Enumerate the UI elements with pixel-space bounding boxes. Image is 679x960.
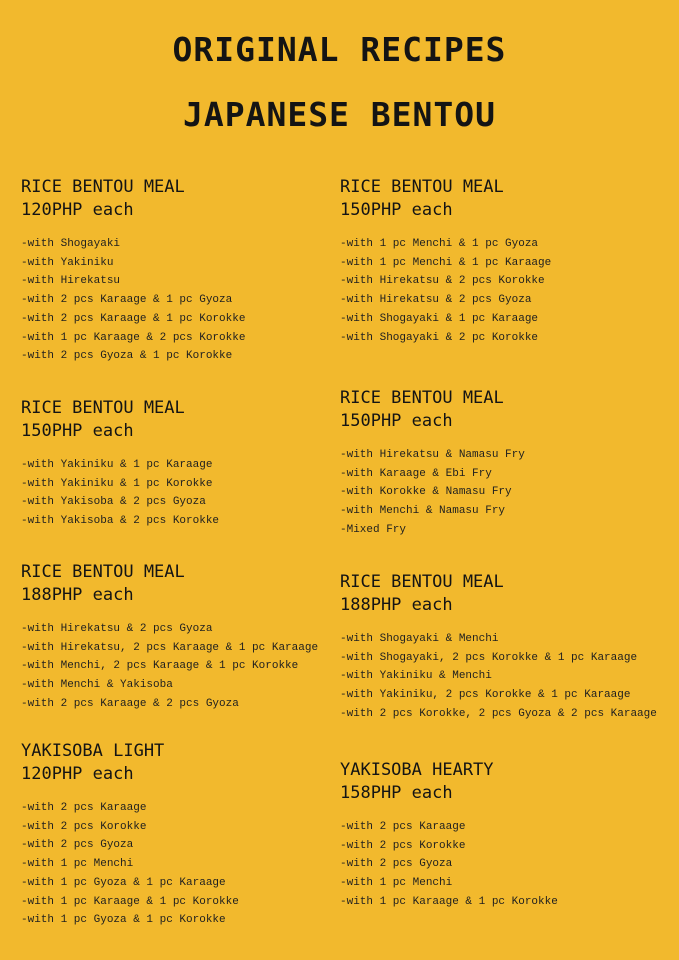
menu-section-left-4	[21, 740, 341, 930]
menu-item: -with Menchi, 2 pcs Karaage & 1 pc Korokke	[21, 660, 299, 673]
menu-item: -with 1 pc Karaage & 2 pcs Korokke	[21, 331, 246, 344]
menu-title-line1: ORIGINAL RECIPES	[172, 30, 507, 69]
section-name: YAKISOBA LIGHT	[21, 741, 165, 761]
section-item-list	[340, 235, 660, 347]
menu-section-left-3	[21, 561, 341, 714]
section-item-list	[340, 818, 660, 912]
menu-item: -with Hirekatsu & 2 pcs Gyoza	[340, 294, 532, 307]
menu-item: -with 2 pcs Karaage & 2 pcs Gyoza	[21, 697, 239, 710]
menu-item: -with Shogayaki	[21, 238, 121, 250]
menu-item: -with 2 pcs Korokke	[21, 820, 147, 833]
menu-item: -with Shogayaki, 2 pcs Korokke & 1 pc Karaage	[340, 651, 638, 664]
menu-item: -with 1 pc Menchi & 1 pc Karaage	[340, 256, 552, 269]
menu-item: -with Menchi & Namasu Fry	[340, 505, 506, 518]
menu-item: -with 2 pcs Karaage	[340, 821, 466, 833]
section-name: RICE BENTOU MEAL	[21, 562, 185, 582]
menu-section-left-1	[21, 176, 341, 366]
menu-item: -with 2 pcs Gyoza	[340, 858, 453, 871]
section-name: YAKISOBA HEARTY	[340, 760, 494, 780]
menu-item: -with 2 pcs Karaage	[21, 802, 147, 814]
menu-item: -with Yakisoba & 2 pcs Gyoza	[21, 496, 206, 509]
section-item-list	[340, 446, 660, 540]
section-item-list	[21, 620, 341, 714]
menu-item: -with Hirekatsu & 2 pcs Korokke	[340, 275, 545, 288]
section-name: RICE BENTOU MEAL	[340, 177, 504, 197]
section-price: 188PHP each	[340, 595, 453, 615]
menu-item: -with Shogayaki & 2 pc Korokke	[340, 331, 539, 344]
menu-item: -with 2 pcs Karaage & 1 pc Korokke	[21, 312, 246, 325]
section-name: RICE BENTOU MEAL	[21, 177, 185, 197]
menu-item: -with Korokke & Namasu Fry	[340, 486, 512, 499]
section-name: RICE BENTOU MEAL	[21, 398, 185, 418]
menu-item: -with 2 pcs Gyoza	[21, 839, 134, 852]
section-item-list	[21, 456, 341, 531]
menu-item: -with 1 pc Gyoza & 1 pc Korokke	[21, 914, 226, 927]
menu-item: -with Shogayaki & 1 pc Karaage	[340, 312, 539, 325]
menu-item: -with 2 pcs Korokke, 2 pcs Gyoza & 2 pcs Karaage	[340, 707, 657, 720]
menu-section-right-1	[340, 176, 660, 347]
section-price: 150PHP each	[21, 421, 134, 441]
menu-item: -with Yakisoba & 2 pcs Korokke	[21, 515, 220, 528]
menu-section-left-2	[21, 397, 341, 531]
menu-item: -Mixed Fry	[340, 523, 407, 536]
menu-item: -with Yakiniku, 2 pcs Korokke & 1 pc Karaage	[340, 689, 631, 702]
section-name: RICE BENTOU MEAL	[340, 388, 504, 408]
section-price: 150PHP each	[340, 200, 453, 220]
section-price: 150PHP each	[340, 411, 453, 431]
menu-item: -with 2 pcs Korokke	[340, 839, 466, 852]
menu-item: -with Hirekatsu, 2 pcs Karaage & 1 pc Karaage	[21, 641, 319, 654]
menu-section-right-4	[340, 759, 660, 912]
menu-item: -with Menchi & Yakisoba	[21, 679, 173, 692]
menu-item: -with Hirekatsu & Namasu Fry	[340, 449, 525, 461]
section-item-list	[21, 799, 341, 930]
menu-section-right-2	[340, 387, 660, 540]
menu-item: -with 1 pc Karaage & 1 pc Korokke	[340, 895, 558, 908]
section-price: 188PHP each	[21, 585, 134, 605]
menu-item: -with Yakiniku & 1 pc Karaage	[21, 459, 213, 471]
menu-item: -with Hirekatsu & 2 pcs Gyoza	[21, 623, 213, 635]
menu-item: -with 1 pc Karaage & 1 pc Korokke	[21, 895, 239, 908]
menu-section-right-3	[340, 571, 660, 724]
section-item-list	[21, 235, 341, 366]
section-item-list	[340, 630, 660, 724]
menu-item: -with Shogayaki & Menchi	[340, 633, 499, 645]
menu-item: -with Yakiniku & Menchi	[340, 670, 492, 683]
menu-item: -with Yakiniku	[21, 256, 114, 269]
menu-item: -with Hirekatsu	[21, 275, 121, 288]
menu-item: -with 1 pc Menchi	[21, 858, 134, 871]
menu-item: -with 1 pc Menchi	[340, 877, 453, 890]
menu-title-line2: JAPANESE BENTOU	[182, 95, 496, 134]
section-price: 120PHP each	[21, 200, 134, 220]
menu-item: -with 1 pc Gyoza & 1 pc Karaage	[21, 876, 226, 889]
section-price: 120PHP each	[21, 764, 134, 784]
section-price: 158PHP each	[340, 783, 453, 803]
menu-item: -with 2 pcs Gyoza & 1 pc Korokke	[21, 350, 233, 363]
section-name: RICE BENTOU MEAL	[340, 572, 504, 592]
menu-item: -with 2 pcs Karaage & 1 pc Gyoza	[21, 294, 233, 307]
menu-item: -with Karaage & Ebi Fry	[340, 467, 492, 480]
menu-item: -with 1 pc Menchi & 1 pc Gyoza	[340, 238, 539, 250]
menu-item: -with Yakiniku & 1 pc Korokke	[21, 477, 213, 490]
